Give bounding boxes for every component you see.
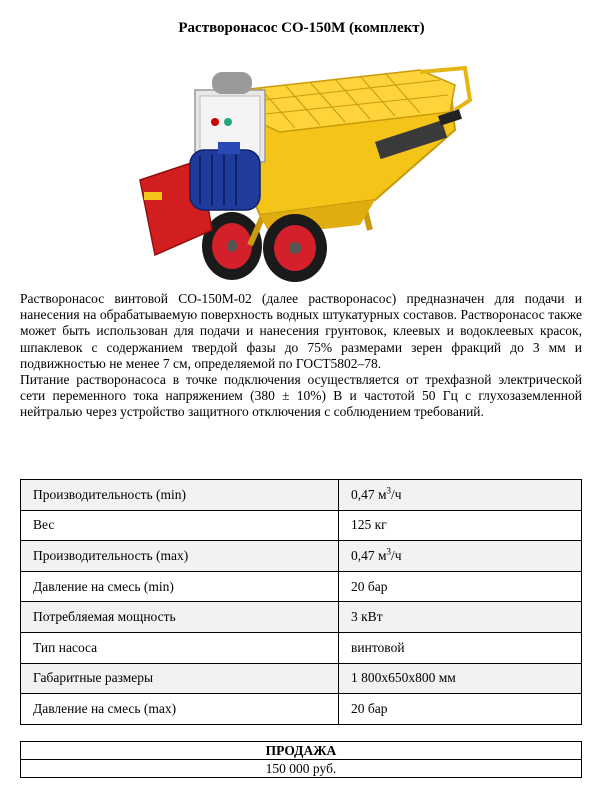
spec-label: Давление на смесь (min) [21, 571, 339, 602]
spec-value: 125 кг [339, 510, 582, 541]
table-row [21, 541, 582, 572]
spec-value: винтовой [339, 632, 582, 663]
spec-value: 0,47 $м^3/ч$ [339, 480, 582, 511]
description-paragraph: Растворонасос винтовой СО-150М-02 (далее растворонасос) предназначен для подачи и нанесения на обрабатываемую поверхность водных штукатурных составов. Растворонасос также может быть использован для подачи и нанесения грунтовок, клеевых и водоклеевых красок, шпаклевок с содержанием твердой фазы до 75% размерами зерен фракций до 3 мм и подвижностью не менее 7 см, определяемой по ГОСТ5802–78. [20, 291, 582, 371]
product-photo [120, 50, 480, 282]
spec-value: 20 бар [339, 694, 582, 725]
spec-value: 3 кВт [339, 602, 582, 633]
sale-price: 150 000 руб. [21, 760, 582, 778]
electric-motor [190, 142, 260, 210]
description-paragraph: Питание растворонасоса в точке подключения осуществляется от трехфазной электрической сети переменного тока напряжением (380 ± 10%) В и частотой 50 Гц с глухозаземленной нейтралью через устройство защитного отключения с соблюдением требований. [20, 372, 582, 420]
specifications-table [20, 479, 582, 725]
spec-label: Вес [21, 510, 339, 541]
spec-label: Давление на смесь (max) [21, 694, 339, 725]
spec-value: 20 бар [339, 571, 582, 602]
sale-heading: ПРОДАЖА [21, 742, 582, 760]
table-row [21, 694, 582, 725]
spec-label: Производительность (min) [21, 480, 339, 511]
front-wheel [263, 214, 327, 282]
spec-label: Производительность (max) [21, 541, 339, 572]
sale-table [20, 741, 582, 778]
table-row [21, 480, 582, 511]
table-row [21, 571, 582, 602]
spec-label: Тип насоса [21, 632, 339, 663]
spec-value: 0,47 $м^3/ч$ [339, 541, 582, 572]
product-description [20, 291, 582, 421]
spec-value: 1 800х650х800 мм [339, 663, 582, 694]
page-title: Растворонасос СО-150М (комплект) [178, 20, 425, 36]
table-row [21, 602, 582, 633]
table-row [21, 663, 582, 694]
table-row [21, 510, 582, 541]
table-row [21, 632, 582, 663]
spec-label: Потребляемая мощность [21, 602, 339, 633]
spec-label: Габаритные размеры [21, 663, 339, 694]
